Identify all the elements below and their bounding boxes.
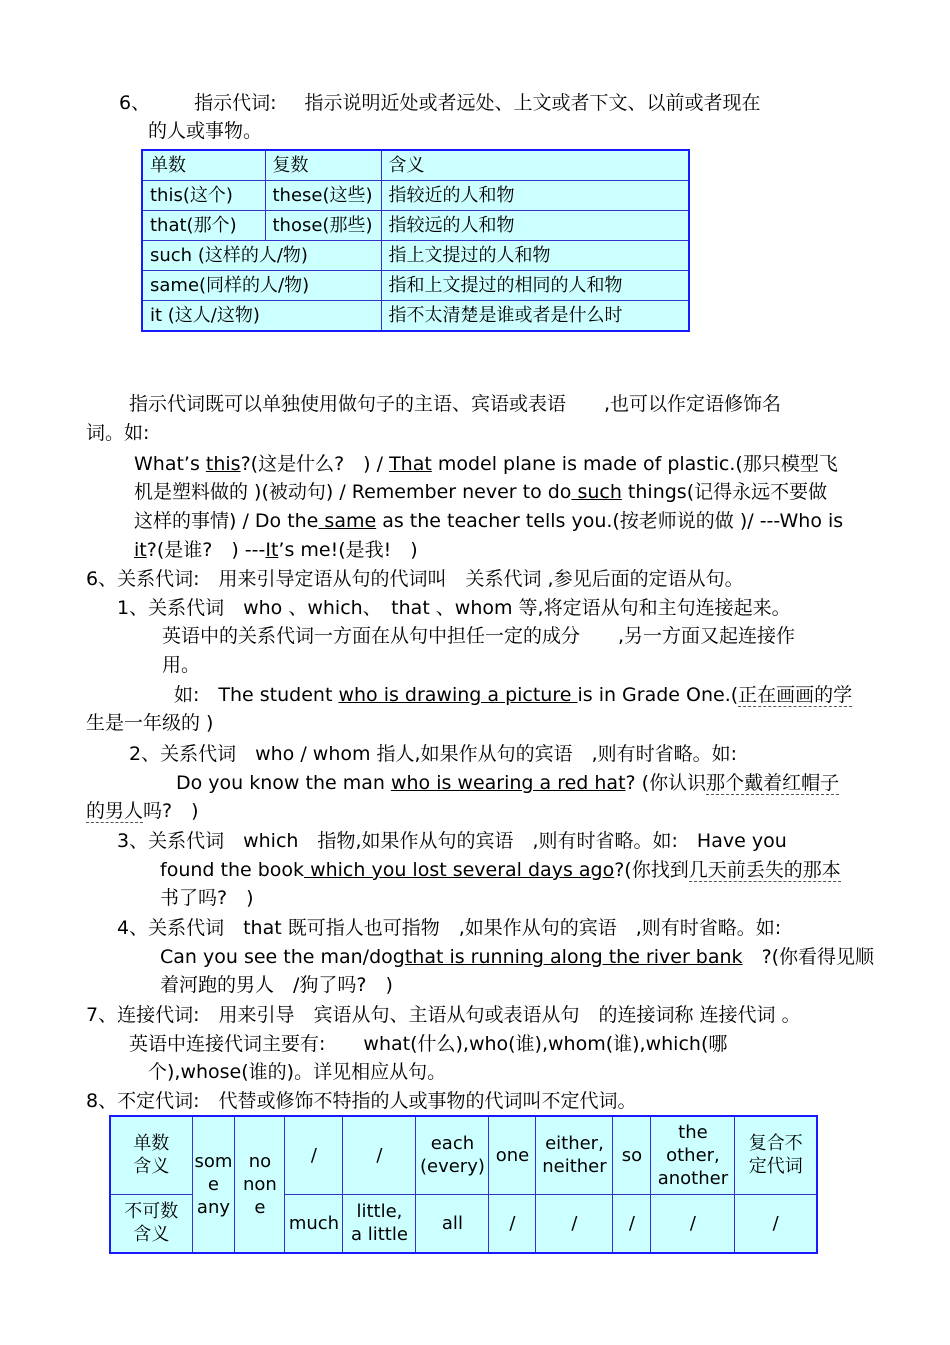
section-6-relative-heading: 6、关系代词: 用来引导定语从句的代词叫 关系代词 ,参见后面的定语从句。 [86,568,744,590]
table-cell: / [651,1194,735,1253]
section-7-line-3: 个),whose(谁的)。详见相应从句。 [148,1061,447,1083]
underlined-word: same [318,510,377,532]
table-cell: 单数 含义 [110,1116,192,1194]
underlined-clause: who is drawing a picture [338,684,578,706]
dotted-translation: 那个戴着红帽子 [706,772,840,794]
example-line-4: it?(是谁? ) ---It’s me!(是我! ) [134,539,418,561]
table-cell: 指上文提过的人和物 [381,241,689,271]
table-cell: so [613,1116,651,1194]
relative-example-3: found the book which you lost several days ago?(你找到几天前丢失的那本 [160,859,841,881]
table-cell: the other, another [651,1116,735,1194]
example-line-3: 这样的事情) / Do the same as the teacher tells you.(按老师说的做 )/ ---Who is [134,510,844,532]
header-cell: 单数 [142,150,265,181]
table-cell: 指较远的人和物 [381,211,689,241]
table-row [142,271,689,301]
table-cell: / [489,1194,536,1253]
indefinite-pronoun-table [109,1115,818,1254]
table-cell: one [489,1116,536,1194]
dotted-translation: 正在画画的学 [738,684,853,706]
table-row [142,241,689,271]
table-cell: 不可数 含义 [110,1194,192,1253]
underlined-word: such [571,481,622,503]
table-cell: / [735,1194,817,1253]
demonstrative-note: 指示代词既可以单独使用做句子的主语、宾语或表语 ,也可以作定语修饰名 [129,393,782,415]
example-line-2: 机是塑料做的 )(被动句) / Remember never to do such things(记得永远不要做 [134,481,828,503]
underlined-clause: who is wearing a red hat [390,772,626,794]
relative-example-1-cont: 生是一年级的 ) [86,712,214,734]
table-cell: 指不太清楚是谁或者是什么时 [381,301,689,332]
relative-point-1: 1、关系代词 who 、which、 that 、whom 等,将定语从句和主句连接起来。 [117,597,791,619]
table-cell: som e any [192,1116,235,1253]
table-cell: it (这人/这物) [142,301,381,332]
demonstrative-table [141,149,690,332]
example-line-1: What’s this?(这是什么? ) / That model plane is made of plastic.(那只模型飞 [134,453,838,475]
relative-example-3-cont: 书了吗? ) [160,887,254,909]
underlined-word: this [205,453,241,475]
table-cell: those(那些) [265,211,381,241]
relative-point-4: 4、关系代词 that 既可指人也可指物 ,如果作从句的宾语 ,则有时省略。如: [117,917,782,939]
relative-example-2-cont: 的男人吗? ) [86,800,199,822]
underlined-clause: that is running along the river bank [404,946,743,968]
section-number: 6、 [119,92,151,114]
section-description: 指示说明近处或者远处、上文或者下文、以前或者现在 [304,92,761,114]
table-cell: all [416,1194,489,1253]
table-cell: that(那个) [142,211,265,241]
demonstrative-note-cont: 词。如: [86,422,150,444]
relative-point-3: 3、关系代词 which 指物,如果作从句的宾语 ,则有时省略。如: Have you [117,830,787,852]
dotted-translation: 几天前丢失的那本 [688,859,841,881]
underlined-clause: which you lost several days ago [304,859,615,881]
table-row [142,181,689,211]
underlined-word: It [265,539,279,561]
header-cell: 含义 [381,150,689,181]
table-cell: / [536,1194,613,1253]
table-cell: much [285,1194,343,1253]
relative-example-1: 如: The student who is drawing a picture is in Grade One.(正在画画的学 [174,684,853,706]
table-cell: / [285,1116,343,1194]
relative-example-4: Can you see the man/dogthat is running along the river bank ?(你看得见顺 [160,946,875,968]
section-7-heading: 7、连接代词: 用来引导 宾语从句、主语从句或表语从句 的连接词称 连接代词 。 [86,1004,801,1026]
underlined-word: it [134,539,147,561]
table-cell: such (这样的人/物) [142,241,381,271]
table-row [110,1116,817,1194]
table-row [142,211,689,241]
table-cell: each (every) [416,1116,489,1194]
relative-example-2: Do you know the man who is wearing a red hat? (你认识那个戴着红帽子 [176,772,840,794]
table-row [142,301,689,332]
section-6-description-cont: 的人或事物。 [148,120,263,142]
table-cell: / [613,1194,651,1253]
header-cell: 复数 [265,150,381,181]
section-title: 指示代词: [194,92,277,114]
table-cell: these(这些) [265,181,381,211]
dotted-translation: 的男人 [86,800,144,822]
table-cell: no non e [235,1116,285,1253]
table-cell: this(这个) [142,181,265,211]
section-7-line-2: 英语中连接代词主要有: what(什么),who(谁),whom(谁),which(哪 [129,1033,728,1055]
relative-point-2: 2、关系代词 who / whom 指人,如果作从句的宾语 ,则有时省略。如: [129,743,738,765]
underlined-word: That [389,453,432,475]
table-cell: either, neither [536,1116,613,1194]
relative-point-1-cont2: 用。 [162,654,201,676]
table-cell: 指和上文提过的相同的人和物 [381,271,689,301]
section-6-heading [119,89,761,117]
table-cell: / [343,1116,416,1194]
table-cell: same(同样的人/物) [142,271,381,301]
table-header-row [142,150,689,181]
table-cell: little, a little [343,1194,416,1253]
table-cell: 复合不 定代词 [735,1116,817,1194]
relative-point-1-cont: 英语中的关系代词一方面在从句中担任一定的成分 ,另一方面又起连接作 [162,625,796,647]
table-cell: 指较近的人和物 [381,181,689,211]
section-8-heading: 8、不定代词: 代替或修饰不特指的人或事物的代词叫不定代词。 [86,1090,637,1112]
relative-example-4-cont: 着河跑的男人 /狗了吗? ) [160,974,393,996]
